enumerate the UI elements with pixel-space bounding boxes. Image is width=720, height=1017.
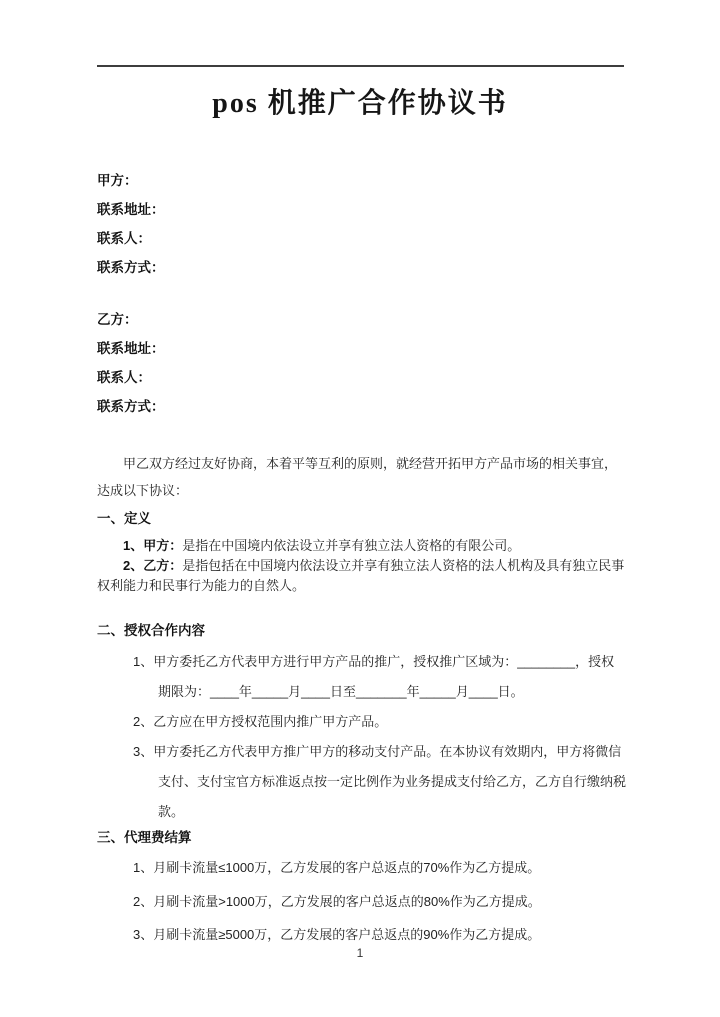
authorization-item-1 [97, 647, 627, 707]
page-number: 1 [356, 946, 364, 960]
commission-item-2-text: 月刷卡流量>1000万，乙方发展的客户总返点的80%作为乙方提成。 [153, 893, 541, 909]
party-b-name-label: 乙方： [97, 312, 138, 327]
commission-item-1-text: 月刷卡流量≤1000万，乙方发展的客户总返点的70%作为乙方提成。 [153, 860, 541, 875]
definition-item-2-lead: 2、乙方： [123, 558, 183, 573]
header-divider [97, 65, 624, 67]
party-b-phone-label: 联系方式： [97, 399, 165, 414]
authorization-item-1-num: 1、 [133, 654, 154, 669]
party-b-address-label: 联系地址： [97, 341, 165, 356]
commission-item-2-num: 2、 [133, 893, 154, 909]
party-a-address-label: 联系地址： [97, 202, 165, 217]
commission-item-2 [97, 885, 627, 919]
authorization-item-2 [97, 707, 627, 737]
section-1-items [97, 536, 625, 596]
authorization-item-3-num: 3、 [133, 744, 154, 759]
authorization-item-3 [97, 737, 627, 827]
authorization-item-2-text: 乙方应在甲方授权范围内推广甲方产品。 [153, 714, 388, 729]
section-2-heading: 二、授权合作内容 [97, 623, 205, 638]
authorization-item-1-text: 甲方委托乙方代表甲方进行甲方产品的推广，授权推广区域为：________，授权期限为：____年_____月____日至_______年_____月____日。 [153, 654, 615, 699]
definition-item-party-b [97, 556, 625, 596]
party-b-contact-label: 联系人： [97, 370, 151, 385]
party-a-phone-label: 联系方式： [97, 260, 165, 275]
definition-item-1-lead: 1、甲方： [123, 538, 183, 553]
commission-item-3-text: 月刷卡流量≥5000万，乙方发展的客户总返点的90%作为乙方提成。 [153, 927, 541, 942]
definition-item-party-a [97, 536, 625, 556]
authorization-item-2-num: 2、 [133, 714, 154, 729]
party-b-block [97, 305, 624, 421]
definition-item-2-text: 是指包括在中国境内依法设立并享有独立法人资格的法人机构及具有独立民事权利能力和民事行为能力的自然人。 [97, 558, 625, 593]
section-3-heading: 三、代理费结算 [97, 830, 192, 845]
party-a-contact-label: 联系人： [97, 231, 151, 246]
party-a-block [97, 166, 624, 282]
authorization-item-3-text: 甲方委托乙方代表甲方推广甲方的移动支付产品。在本协议有效期内，甲方将微信支付、支付宝官方标准返点按一定比例作为业务提成支付给乙方，乙方自行缴纳税款。 [153, 744, 627, 819]
commission-item-1-num: 1、 [133, 860, 154, 875]
definition-item-1-text: 是指在中国境内依法设立并享有独立法人资格的有限公司。 [182, 538, 521, 553]
document-title: pos 机推广合作协议书 [212, 88, 508, 119]
intro-paragraph: 甲乙双方经过友好协商，本着平等互利的原则，就经营开拓甲方产品市场的相关事宜，达成以下协议： [97, 456, 618, 498]
section-2-items [97, 647, 627, 827]
party-a-name-label: 甲方： [97, 173, 138, 188]
section-1-heading: 一、定义 [97, 511, 151, 526]
commission-item-3-num: 3、 [133, 927, 154, 942]
commission-item-1 [97, 851, 627, 885]
section-3-items [97, 851, 627, 952]
